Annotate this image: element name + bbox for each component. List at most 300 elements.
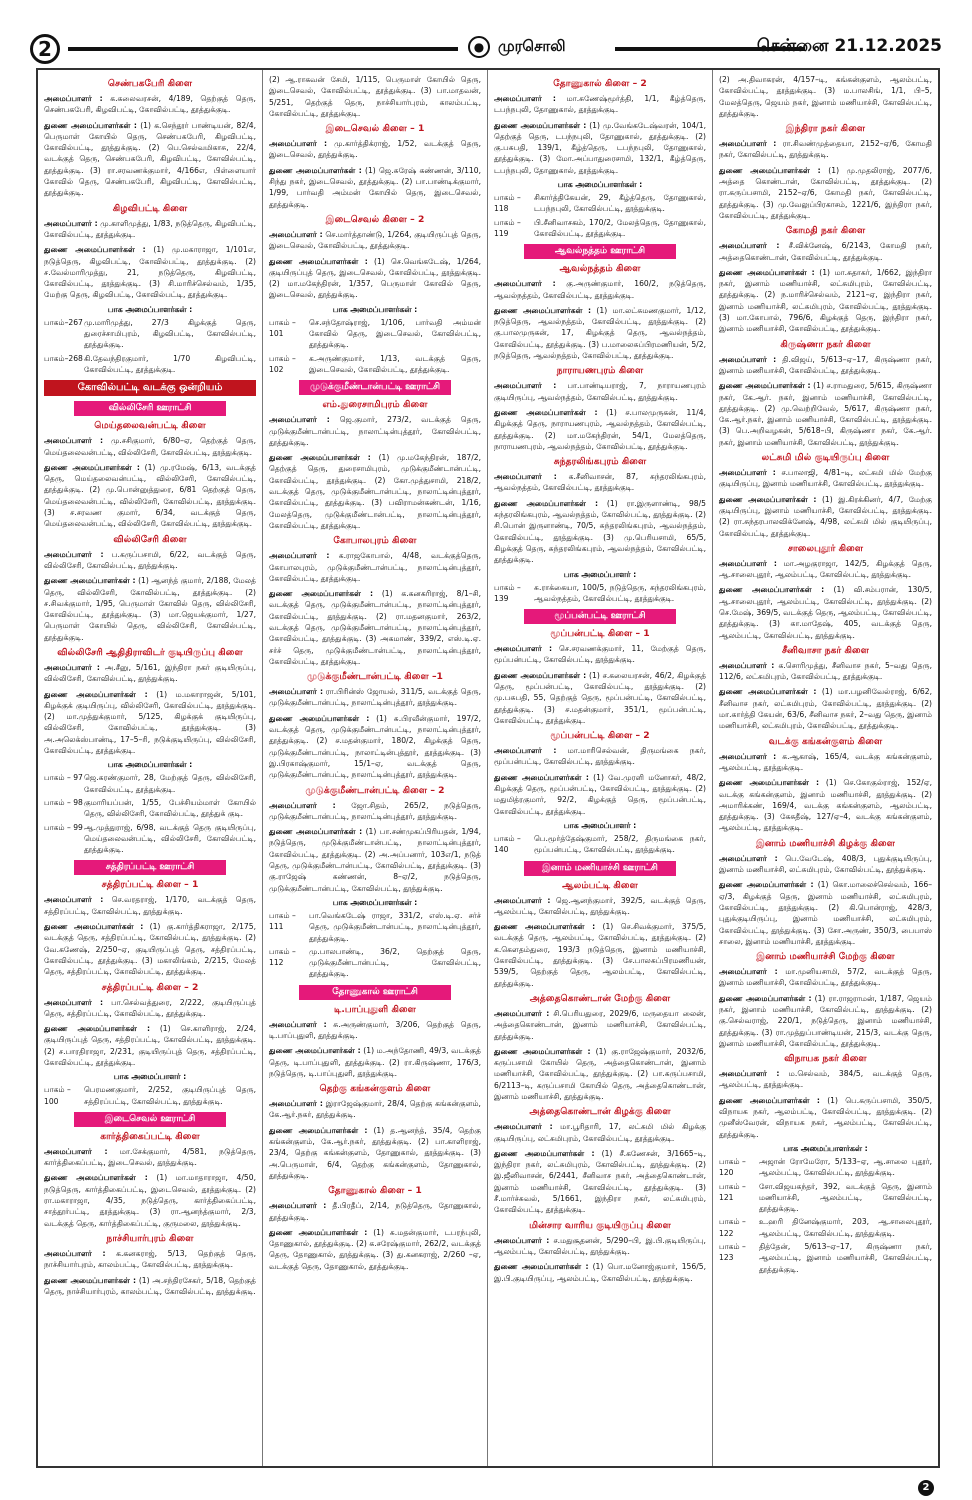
entry-details: (1) கு.ராஜேஷ்குமார், 2032/6, கருப்பசாமி கோயில் தெரு, அத்தைகொண்டான், இனாம் மணியாச்சி, கோவில்பட்டி, தூத்துக்குடி. (2) பா.கருப்பசாமி, 6/2113–டி, கருப்பசாமி கோயில் தெரு, அத்தைகொண்டான், இனாம் மணியாச்சி, தூத்துக்குடி.: [494, 1046, 707, 1101]
entry-details: (1) மு.மகேந்திரன், 187/2, தெற்குத் தெரு, துரைசாமிபுரம், முடுக்குமீண்டான்பட்டி, கோவில்பட்டி, தூத்துக்குடி. (2) கோ.முத்துசாமி, 218/2, வடக்குத் தெரு, முடுக்குமீண்டான்பட்டி, நாலாட்டின்புத்தூர், கோவில்பட்டி, தூத்துக்குடி. (3) பவிராமன்கண்டன், 1/16, மேலத்தெரு, முடுக்குமீண்டான்பட்டி, நாலாட்டின்புத்தூர், கோவில்பட்டி, தூத்துக்குடி.: [269, 453, 482, 530]
entry-role-label: அமைப்பாளர் :: [494, 1122, 553, 1132]
entry-details: (1) வி.சம்பரான், 130/5, ஆ.சாலைபுதூர், ஆலம்பட்டி, கோவில்பட்டி, தூத்துக்குடி. (2) செ.மேஷ், 369/5, வடக்குத் தெரு, ஆலம்பட்டி, கோவில்பட்டி, தூத்துக்குடி. (3) கா.மாதேஷ், 405, வடக்குத் தெரு, ஆலம்பட்டி, கோவில்பட்டி, தூத்துக்குடி.: [719, 585, 932, 640]
panchayat-band: தோணுகால் ஊராட்சி: [299, 985, 452, 1000]
entry-details: (1) ச.கலையரசன், 46/2, கிழக்குத் தெரு, மூப்பன்பட்டி, கோவில்பட்டி, தூத்துக்குடி. (2) மு.பசுபதி, 55, தெற்குத் தெரு, மூப்பன்பட்டி, கோவில்பட்டி, தூத்துக்குடி. (3) ச.மதன்குமார், 351/1, மூப்பன்பட்டி, கோவில்பட்டி, தூத்துக்குடி.: [494, 670, 707, 725]
entry-details: சு.அருண்குமார், 3/206, தெற்குத் தெரு, டி.பாப்புதுளி, தூத்துக்குடி.: [269, 1019, 481, 1040]
member-entry: [44, 1275, 256, 1298]
panchayat-band: ஆவல்நத்தம் ஊராட்சி: [524, 244, 677, 259]
column-1: [38, 70, 263, 1466]
booth-details: ஜெ.கரண்குமார், 28, மேற்குத் தெரு, வில்லிசேரி, கோவில்பட்டி, தூத்துக்குடி.: [84, 773, 256, 794]
entry-role-label: அமைப்பாளர் :: [44, 1146, 108, 1156]
entry-details: (1) சு.மதன்குமார், டபரந்புலி, தோணுகால், தூத்துக்குடி. (2) க.சரேஷ்குமார், 262/2, வடக்குத் தெரு, தோணுகால், தூத்துக்குடி. (3) து.கனகராஜ், 2/260 –ஏ, வடக்குத் தெரு, தோணுகால், தூத்துக்குடி.: [269, 1227, 481, 1271]
section-subheading: பாக அமைப்பாளர்கள் :: [107, 304, 193, 314]
entry-details: க.கலைவரசன், 4/189, தெற்குத் தெரு, செண்பகபேரி, கிழவிபட்டி, கோவில்பட்டி, தூத்துக்குடி.: [44, 94, 256, 115]
masthead-rule-left: [68, 47, 458, 51]
entry-details: (1) அ.சந்திரசேகர், 5/18, தெற்குத் தெரு, நாச்சியார்புரம், காலம்பட்டி, கோவில்பட்டி, தூத்துக்குடி.: [44, 1275, 257, 1296]
member-entry: [269, 1200, 481, 1223]
entry-details: (1) ரா.ராஜராமன், 1/187, ஜெயம் நகர், இனாம் மணியாச்சி, கோவில்பட்டி, தூத்துக்குடி. (2) கு.செல்வராஜ், 220/1, நடுத்தெரு, இனாம் மணியாச்சி, தூத்துக்குடி. (3) ரா.முத்துப்பாண்டியன், 215/3, வடக்கு தெரு, இனாம் மணியாச்சி, கோவில்பட்டி, தூத்துக்குடி.: [719, 993, 933, 1048]
entry-role-label: அமைப்பாளர் :: [719, 139, 777, 149]
entry-role-label: துணை அமைப்பாளர்கள் :: [44, 1275, 137, 1285]
entry-role-label: துணை அமைப்பாளர்கள் :: [719, 381, 811, 391]
member-entry: [44, 689, 256, 757]
member-entry: [494, 278, 706, 301]
entry-details: மு.காளிமுத்து, 1/83, நடுத்தெரு, கிழவிபட்டி, கோவில்பட்டி, தூத்துக்குடி.: [44, 218, 256, 239]
entry-details: ரா.சிவண்முத்தையா, 2152–ஏ/6, கோமதி நகர், கோவில்பட்டி, தூத்துக்குடி.: [719, 139, 932, 160]
member-entry: [494, 498, 706, 566]
entry-details: மா.சுணேஷ்மூர்த்தி, 1/1, கீழ்த்தெரு, டபந்நபுலி, தோணுகால், தூத்துக்குடி.: [494, 94, 706, 115]
entry-role-label: துணை அமைப்பாளர்கள் :: [494, 772, 589, 782]
booth-details: மு.பாலபாண்டி, 36/2, தெற்குத் தெரு, முடுக்குமீண்டான்பட்டி, கோவில்பட்டி, தூத்துக்குடி.: [309, 946, 481, 979]
booth-number: பாகம் – 139: [494, 582, 521, 603]
member-entry: [719, 1068, 932, 1091]
entry-role-label: அமைப்பாளர் :: [719, 558, 777, 568]
booth-details: பி.சீனிவாசகம், 170/2, மேலத்தெரு, தோணுகால், கோவில்பட்டி, தூத்துக்குடி.: [534, 217, 706, 238]
columns: [38, 70, 938, 1466]
member-entry: [269, 713, 481, 781]
booth-number: பாகம் – 100: [44, 1085, 71, 1106]
branch-heading: கிருஷ்ணா நகர் கிளை: [780, 338, 871, 350]
branch-heading: கார்த்திகைப்பட்டி கிளை: [100, 1130, 200, 1142]
member-entry: [494, 471, 706, 494]
entry-role-label: துணை அமைப்பாளர்கள் :: [269, 827, 363, 837]
branch-heading: சுந்தரலிங்கபுரம் கிளை: [553, 456, 647, 468]
member-entry: [269, 74, 481, 119]
entry-role-label: அமைப்பாளர் :: [719, 751, 777, 761]
member-entry: [269, 256, 481, 301]
entry-role-label: துணை அமைப்பாளர்கள் :: [494, 922, 596, 932]
entry-role-label: அமைப்பாளர் :: [494, 895, 551, 905]
booth-details: உ.ஹரி தினேஷ்குமார், 203, ஆ.சாலைபுதூர், ஆலம்பட்டி, கோவில்பட்டி, தூத்துக்குடி.: [759, 1217, 932, 1238]
dateline: சென்னை 21.12.2025: [756, 36, 942, 56]
entry-role-label: துணை அமைப்பாளர்கள் :: [269, 453, 371, 463]
branch-heading: ஆலம்பட்டி கிளை: [562, 879, 638, 891]
entry-details: (1) ஆனந்த் குமார், 2/188, மேலத் தெரு, வில்லிசேரி, கோவில்பட்டி, தூத்துக்குடி. (2) ச.சிவக்குமார், 1/95, பெருமாள் கோவில் தெரு, வில்லிசேரி, கோவில்பட்டி, தூத்துக்குடி. (3) மா.ஜெயக்குமார், 1/27, பெருமாள் கோயில் தெரு, வில்லிசேரி, கோவில்பட்டி, தூத்துக்குடி.: [44, 576, 256, 642]
entry-details: (1) கு.கார்த்திகராஜா, 2/175, வடக்குத் தெரு, சத்திரப்பட்டி, கோவில்பட்டி, தூத்துக்குடி. (2) வே.கணேஷ், 2/250–ஏ, குடியிருப்புத் தெரு, சத்திரப்பட்டி, கோவில்பட்டி, தூத்துக்குடி. (3) மகாலிங்கம், 2/215, மேலத் தெரு, சத்திரப்பட்டி, கோவில்பட்டி, தூத்துக்குடி.: [44, 922, 256, 977]
entry-details: (1) சீ.கணேசன், 3/1665–டி, இந்திரா நகர், லட்சுமிபுரம், கோவில்பட்டி, தூத்துக்குடி. (2) இ.ஜீனிவாசன், 6/2441, சீனிவாச நகர், அத்தைகொண்டான், இனாம் மணியாச்சி, கோவில்பட்டி, தூத்துக்குடி. (3) சீ.மார்ச்சுவல், 5/1661, இந்திரா நகர், லட்சுமிபுரம், கோவில்பட்டி, தூத்துக்குடி.: [494, 1148, 706, 1215]
entry-details: அ.சீனு, 5/161, இந்திரா நகர் குடியிருப்பு, வில்லிசேரி, கோவில்பட்டி, தூத்துக்குடி.: [44, 662, 256, 684]
member-entry: [494, 643, 706, 666]
entry-role-label: துணை அமைப்பாளர்கள் :: [269, 1227, 368, 1237]
section-subheading: பாக அமைப்பாளர்கள் :: [332, 897, 418, 907]
member-entry: [719, 777, 932, 833]
member-entry: [719, 993, 932, 1049]
entry-details: ஜோ.சிதம், 265/2, நடுத்தெரு, முடுக்குமீண்டான்பட்டி, நாலாட்டின்புத்தூர், தூத்துக்குடி.: [269, 800, 481, 821]
entry-role-label: அமைப்பாளர் :: [269, 800, 336, 810]
branch-heading: சத்திரப்பட்டி கிளை – 1: [101, 879, 199, 891]
booth-row: [494, 582, 706, 605]
entry-role-label: துணை அமைப்பாளர்கள் :: [44, 120, 137, 130]
entry-role-label: துணை அமைப்பாளர்கள் :: [269, 713, 370, 723]
booth-details: பெரமணகுமார், 2/252, குடியிருப்புத் தெரு, சத்திரப்பட்டி, கோவில்பட்டி, தூத்துக்குடி.: [84, 1085, 256, 1106]
entry-role-label: துணை அமைப்பாளர்கள் :: [494, 1046, 591, 1056]
entry-role-label: அமைப்பாளர் :: [719, 468, 776, 478]
entry-details: ஜெ.குமார், 273/2, வடக்குத் தெரு, முடுக்குமீண்டான்பட்டி, நாலாட்டின்புத்தூர், கோவில்பட்டி, தூத்துக்குடி.: [269, 415, 481, 447]
entry-details: க.கனகராஜ், 5/13, தெற்குத் தெரு, நாச்சியார்புரம், காலம்பட்டி, கோவில்பட்டி, தூத்துக்குடி.: [44, 1248, 256, 1270]
entry-role-label: துணை அமைப்பாளர்கள் :: [719, 165, 821, 175]
entry-details: மா.அழகுராஜா, 142/5, கிழக்குத் தெரு, ஆ.சாலைபுதூர், ஆலம்பட்டி, கோவில்பட்டி, தூத்துக்குடி.: [719, 558, 932, 580]
branch-heading: இனாம் மணியாச்சி கிழக்கு கிளை: [755, 837, 896, 849]
booth-number: பாகம் – 140: [494, 833, 521, 855]
branch-heading: முடுக்குமீண்டான்பட்டி கிளை –1: [307, 671, 443, 683]
member-entry: [719, 584, 932, 640]
member-entry: [269, 414, 481, 448]
section-subheading: பாக அமைப்பாளர்கள் :: [107, 760, 193, 770]
panchayat-band: வில்லிசேரி ஊராட்சி: [74, 401, 227, 416]
entry-role-label: அமைப்பாளர் :: [44, 436, 104, 446]
booth-number: பாகம் – 119: [494, 217, 521, 238]
branch-heading: சீனிவாசா நகர் கிளை: [781, 644, 870, 656]
member-entry: [494, 120, 706, 176]
entry-details: (1) இ.கிரக்கினர், 4/7, மேற்கு குடியிருப்பு, இனாம் மணியாச்சி, கோவில்பட்டி, தூத்துக்குடி. (2) ரா.சுந்தரபாலவிக்னேஷ், 4/98, லட்சுமி மில் குடியிருப்பு, கோவில்பட்டி, தூத்துக்குடி.: [719, 494, 932, 538]
entry-role-label: அமைப்பாளர் :: [494, 1008, 550, 1018]
member-entry: [719, 354, 932, 377]
entry-details: (1) மா.பழனிவேல்ராஜ், 6/62, சீனிவாச நகர், லட்சுமிபுரம், கோவில்பட்டி, தூத்துக்குடி. (2) மா.கார்த்தி கேயன், 63/6, சீனிவாச நகர், 2–வது தெரு, இனாம் மணியாச்சி, லட்சுமிபுரம், கோவில்பட்டி, தூத்துக்குடி.: [719, 687, 932, 731]
branch-heading: ஆவல்நத்தம் கிளை: [559, 263, 641, 275]
footer-page-number: 2: [918, 1480, 934, 1496]
branch-heading: மெய்தலைவன்பட்டி கிளை: [94, 420, 206, 432]
panchayat-band: இனாம் மணியாச்சி ஊராட்சி: [524, 861, 677, 876]
booth-number: பாகம் – 97: [44, 773, 83, 783]
booth-number: பாகம் – 118: [494, 193, 521, 214]
member-entry: [719, 853, 932, 876]
entry-role-label: துணை அமைப்பாளர்கள் :: [719, 993, 812, 1003]
entry-role-label: துணை அமைப்பாளர்கள் :: [269, 1125, 368, 1135]
member-entry: [719, 380, 932, 448]
member-entry: [719, 165, 932, 221]
entry-role-label: துணை அமைப்பாளர்கள் :: [44, 689, 148, 699]
branch-heading: தோணுகால் கிளை – 2: [553, 78, 647, 89]
member-entry: [719, 494, 932, 539]
branch-heading: நாச்சியார்புரம் கிளை: [106, 1232, 194, 1244]
member-entry: [44, 93, 256, 116]
entry-role-label: துணை அமைப்பாளர்கள் :: [44, 576, 136, 586]
member-entry: [494, 93, 706, 116]
branch-heading: அத்தைகொண்டான் மேற்கு கிளை: [529, 992, 671, 1004]
member-entry: [719, 1095, 932, 1140]
entry-details: (1) ச.ராமதுரை, 5/615, கிருஷ்ணா நகர், கே.ஆர். நகர், இனாம் மணியாச்சி, கோவில்பட்டி, தூத்துக்குடி. (2) மு.வெற்றிவேல், 5/617, கிருஷ்ணா நகர், கே.ஆர்.நகர், இனாம் மணியாச்சி, கோவில்பட்டி, தூத்துக்குடி. (3) பெ.அறிவழகன், 5/618–பி, கிருஷ்ணா நகர், கே.ஆர். நகர், இனாம் மணியாச்சி, கோவில்பட்டி, தூத்துக்குடி.: [719, 381, 932, 447]
booth-row: [269, 910, 481, 944]
member-entry: [269, 1019, 481, 1042]
branch-heading: முடுக்குமீண்டான்பட்டி கிளை – 2: [305, 784, 445, 796]
member-entry: [44, 435, 256, 458]
entry-details: ப.கருப்பசாமி, 6/22, வடக்குத் தெரு, வில்லிசேரி, கோவில்பட்டி, தூத்துக்குடி.: [44, 549, 256, 570]
entry-details: (1) பா.சண்முகப்பிரியதன், 1/94, நடுத்தெரு, முடுக்குமீண்டான்பட்டி, நாலாட்டின்புத்தூர், கோவில்பட்டி, தூத்துக்குடி. (2) அ.அப்பனார், 103எ/1, நடுத் தெரு, முடுக்குமீண்டான்பட்டி, கோவில்பட்டி, தூத்துக்குடி. (3) கு.ராஜேஷ் கண்ணன், 8–ஏ/2, நடுத்தெரு, முடுக்குமீண்டான்பட்டி, கோவில்பட்டி, தூத்துக்குடி.: [269, 827, 481, 893]
entry-role-label: அமைப்பாளர் :: [719, 853, 778, 863]
section-subheading: பாக அமைப்பாளர் :: [113, 1072, 187, 1082]
member-entry: [494, 1261, 706, 1284]
branch-heading: இடைசெவல் கிளை – 2: [325, 213, 425, 225]
entry-details: பா.செல்வத்துரை, 2/222, குடியிருப்புத் தெரு, சத்திரப்பட்டி, கோவில்பட்டி, தூத்துக்குடி.: [44, 997, 256, 1018]
booth-number: பாகம் – 112: [269, 946, 296, 968]
entry-details: செ.வரதராஜ், 1/170, வடக்குத் தெரு, சத்திரப்பட்டி, கோவில்பட்டி, தூத்துக்குடி.: [44, 895, 256, 916]
branch-heading: இந்திரா நகர் கிளை: [785, 123, 866, 135]
entry-role-label: துணை அமைப்பாளர்கள் :: [44, 462, 140, 472]
branch-heading: மின்சார வாரிய குடியிருப்பு கிளை: [529, 1219, 671, 1231]
branch-heading: வில்லிசேரி ஆதிதிராவிடர் குடியிருப்பு கிளை: [57, 646, 243, 658]
panchayat-band: மூப்பன்பட்டி ஊராட்சி: [524, 609, 677, 624]
entry-role-label: அமைப்பாளர் :: [44, 94, 103, 103]
entry-details: தீ.பிரதீப், 2/14, நடுத்தெரு, தோணுகால், தூத்துக்குடி.: [269, 1201, 481, 1222]
member-entry: [269, 165, 481, 210]
column-3: [488, 70, 713, 1466]
branch-heading: டி.பாப்புதுளி கிளை: [334, 1003, 416, 1015]
member-entry: [719, 267, 932, 335]
branch-heading: தோணுகால் கிளை – 1: [328, 1185, 422, 1197]
booth-number: பாகம் – 99: [44, 822, 83, 832]
booth-row: [719, 1181, 932, 1215]
entry-details: (1) சு.பிரவீன்குமார், 197/2, வடக்குத் தெரு, முடுக்குமீண்டான்பட்டி, நாலாட்டின்புத்தூர், தூத்துக்குடி. (2) ச.மதன்குமார், 180/2, கிழக்குத் தெரு, முடுக்குமீண்டான்பட்டி, நாலாட்டின்புத்தூர், தூத்துக்குடி. (3) இ.பிரகாஷ்குமார், 15/1–ஏ, வடக்குத் தெரு, முடுக்குமீண்டான்பட்டி, நாலாட்டின்புத்தூர், தூத்துக்குடி.: [269, 713, 481, 780]
entry-details: (1) மா.சுதாகர், 1/662, இந்திரா நகர், இனாம் மணியாச்சி, லட்சுமிபுரம், கோவில்பட்டி, தூத்துக்குடி. (2) ந.மாரிச்செல்வம், 2121–ஏ, இந்திரா நகர், இனாம் மணியாச்சி, லட்சுமிபுரம், கோவில்பட்டி, தூத்துக்குடி. (3) மா.கோபால், 796/6, கிழக்குத் தெரு, இந்திரா நகர், இனாம் மணியாச்சி, கோவில்பட்டி, தூத்துக்குடி.: [719, 267, 933, 334]
branch-heading: மூப்பன்பட்டி கிளை – 1: [550, 628, 650, 640]
entry-role-label: துணை அமைப்பாளர்கள் :: [719, 778, 820, 788]
entry-details: ச.மதுசூதனன், 5/290–பி, இ.பி.குடியிருப்பு, ஆலம்பட்டி, கோவில்பட்டி, தூத்துக்குடி.: [494, 1235, 706, 1256]
entry-details: (1) பெ.கருப்பசாமி, 350/5, விநாயக நகர், ஆலம்பட்டி, கோவில்பட்டி, தூத்துக்குடி. (2) முனீஸ்வேரன், விநாயக நகர், ஆலம்பட்டி, கோவில்பட்டி, தூத்துக்குடி.: [719, 1095, 932, 1139]
entry-role-label: துணை அமைப்பாளர்கள் :: [494, 120, 587, 130]
member-entry: [269, 1125, 481, 1181]
entry-role-label: துணை அமைப்பாளர்கள் :: [269, 256, 368, 266]
entry-role-label: துணை அமைப்பாளர்கள் :: [269, 165, 362, 175]
entry-details: ரா.பிரின்ஸ் ஜோயல், 311/5, வடக்குத் தெரு, முடுக்குமீண்டான்பட்டி, நாலாட்டின்புத்தூர், தூத்துக்குடி.: [269, 687, 481, 708]
entry-role-label: துணை அமைப்பாளர்கள் :: [44, 922, 144, 932]
booth-details: க.அருண்குமார், 1/13, வடக்குத் தெரு, இடைசெவல், கோவில்பட்டி, தூத்துக்குடி.: [309, 353, 481, 374]
entry-details: (1) செ.காளிராஜ், 2/24, குடியிருப்புத் தெரு, சத்திரப்பட்டி, கோவில்பட்டி, தூத்துக்குடி. (2) ச.பாரதிராஜா, 2/231, குடியிருப்புத் தெரு, சத்திரப்பட்டி, கோவில்பட்டி, தூத்துக்குடி.: [44, 1024, 257, 1067]
branch-heading: இனாம் மணியாச்சி மேற்கு கிளை: [756, 951, 895, 963]
member-entry: [44, 997, 256, 1020]
entry-details: மா.மாரிசெல்வன், திருமங்கை நகர், மூப்பன்பட்டி, கோவில்பட்டி, தூத்துக்குடி.: [494, 746, 706, 767]
entry-details: (1) ரா.இருளாண்டி, 98/5 சுந்தரலிங்கபுரம், ஆவல்நத்தம், கோவில்பட்டி, தூத்துக்குடி. (2) சி.பொன் இருளாண்டி, 70/5, சுந்தரலிங்கபுரம், ஆவல்நத்தம், கோவில்பட்டி, தூத்துக்குடி. (3) மு.பெரியசாமி, 65/5, கிழக்குத் தெரு, சுந்தரலிங்கபுரம், ஆவல்நத்தம், கோவில்பட்டி, தூத்துக்குடி.: [494, 498, 706, 565]
entry-role-label: அமைப்பாளர் :: [269, 415, 330, 425]
entry-role-label: துணை அமைப்பாளர்கள் :: [44, 1173, 148, 1183]
branch-heading: இடைசெவல் கிளை – 1: [325, 123, 425, 135]
entry-details: (1) பொ.மனோஜ்குமார், 156/5, இ.பி.குடியிருப்பு, ஆலம்பட்டி, கோவில்பட்டி, தூத்துக்குடி.: [494, 1262, 706, 1283]
entry-details: மு.கார்த்திக்ராஜ், 1/52, வடக்குத் தெரு, இடைசெவல், தூத்துக்குடி.: [269, 139, 481, 160]
member-entry: [269, 826, 481, 894]
entry-role-label: அமைப்பாளர் :: [44, 895, 104, 905]
entry-role-label: துணை அமைப்பாளர்கள் :: [269, 589, 374, 599]
entry-details: (1) செ.வெங்கடேஷ், 1/264, குடியிருப்புத் தெரு, இடைசெவல், கோவில்பட்டி, தூத்துக்குடி. (2) மா.மகேந்திரன், 1/357, பெருமாள் கோவில் தெரு, இடைசெவல், தூத்துக்குடி.: [269, 256, 481, 300]
entry-details: மா.முனியசாமி, 57/2, வடக்குத் தெரு, இனாம் மணியாச்சி, கோவில்பட்டி, தூத்துக்குடி.: [719, 967, 932, 988]
member-entry: [719, 467, 932, 490]
entry-role-label: அமைப்பாளர் :: [719, 967, 778, 977]
member-entry: [494, 380, 706, 403]
booth-row: [719, 1241, 932, 1275]
entry-role-label: துணை அமைப்பாளர்கள் :: [719, 267, 815, 277]
entry-role-label: அமைப்பாளர் :: [719, 241, 780, 251]
section-subheading: பாக அமைப்பாளர் :: [563, 569, 637, 579]
member-entry: [494, 407, 706, 452]
entry-details: க.சொரிமுத்து, சீனிவாச நகர், 5–வது தெரு, 112/6, லட்சுமிபுரம், கோவில்பட்டி, தூத்துக்குடி.: [719, 660, 933, 682]
booth-row: [44, 772, 256, 795]
booth-row: [719, 1216, 932, 1239]
member-entry: [44, 218, 256, 241]
entry-details: (2) ஆ.ராகவன் சேமி, 1/115, பெருமாள் கோயில் தெரு, இடைசெவல், கோவில்பட்டி, தூத்துக்குடி. (3) பா.மாதவன், 5/251, தெற்குத் தெரு, நாச்சியார்புரம், காலம்பட்டி, கோவில்பட்டி, தூத்துக்குடி.: [269, 75, 481, 118]
entry-details: செ.சரவணக்குமார், 11, மேற்குத் தெரு, மூப்பன்பட்டி, கோவில்பட்டி, தூத்துக்குடி.: [494, 644, 706, 665]
entry-details: சீ.விக்னேஷ், 6/2143, கோமதி நகர், அத்தைகொண்டான், கோவில்பட்டி, தூத்துக்குடி.: [719, 241, 932, 262]
booth-row: [44, 822, 256, 856]
entry-role-label: அமைப்பாளர் :: [269, 229, 323, 239]
member-entry: [494, 921, 706, 989]
branch-heading: விநாயக நகர் கிளை: [784, 1053, 867, 1065]
entry-details: ஜெ.ஆனந்குமார், 392/5, வடக்குத் தெரு, ஆலம்பட்டி, கோவில்பட்டி, தூத்துக்குடி.: [494, 895, 706, 916]
branch-heading: தெற்கு கங்கன்குளம் கிளை: [319, 1083, 431, 1095]
member-entry: [719, 138, 932, 161]
section-subheading: பாக அமைப்பாளர்கள் :: [783, 1143, 868, 1153]
entry-role-label: துணை அமைப்பாளர்கள் :: [44, 245, 146, 255]
booth-number: பாகம் – 120: [719, 1156, 746, 1178]
branch-heading: செண்பகபேரி கிளை: [107, 78, 193, 89]
entry-role-label: அமைப்பாளர் :: [494, 746, 557, 756]
entry-role-label: துணை அமைப்பாளர்கள் :: [719, 585, 825, 595]
booth-details: பெ.மூர்த்தேஷ்குமார், 258/2, திருமங்கை நகர், மூப்பன்பட்டி, கோவில்பட்டி, தூத்துக்குடி.: [534, 833, 706, 855]
section-subheading: பாக அமைப்பாளர்கள் :: [332, 304, 418, 314]
entry-role-label: அமைப்பாளர் :: [269, 551, 330, 561]
column-2: [263, 70, 488, 1466]
member-entry: [44, 575, 256, 643]
booth-row: [494, 192, 706, 215]
masthead: [30, 34, 942, 66]
entry-role-label: அமைப்பாளர் :: [269, 687, 323, 697]
member-entry: [494, 1121, 706, 1144]
booth-details: தித்தேன், 5/613–ஏ–17, கிருஷ்ணா நகர், ஆலம்பட்டி, இனாம் மணியாச்சி, கோவில்பட்டி, தூத்துக்குடி.: [759, 1242, 932, 1274]
page-number: 2: [30, 34, 60, 64]
entry-details: இராஜேஷ்குமார், 28/4, தெற்கு கங்கன்குளம், கே.ஆர்.நகர், தூத்துக்குடி.: [269, 1099, 481, 1120]
entry-details: மா.சேக்குமார், 4/581, நடுத்தெரு, கார்த்திகைப்பட்டி, இடைசெவல், தூத்துக்குடி.: [44, 1146, 257, 1168]
entry-details: (1) க.கனகரிராஜ், 8/1–சி, வடக்குத் தெரு, முடுக்குமீண்டான்பட்டி, நாலாட்டின்புத்தூர், கோவில்பட்டி, தூத்துக்குடி. (2) ரா.மதனகுமார், 263/2, வடக்குத் தெரு, முடுக்குமீண்டான்பட்டி, நாலாட்டின்புத்தூர், கோவில்பட்டி, தூத்துக்குடி. (3) அகமாண், 339/2, எஸ்.டி.ஏ. சர்ச் தெரு, முடுக்குமீண்டான்பட்டி, நாலாட்டின்புத்தூர், கோவில்பட்டி, தூத்துக்குடி.: [269, 589, 482, 666]
paper-name: முரசொலி: [498, 37, 566, 55]
booth-details: பா.வெங்கடேஷ் ராஜா, 331/2, எஸ்.டி.ஏ. சர்ச் தெரு, முடுக்குமீண்டான்பட்டி, நாலாட்டின்புத்தூர், தூத்துக்குடி.: [309, 910, 481, 943]
entry-role-label: அமைப்பாளர் :: [494, 644, 553, 654]
booth-details: குமாரியப்பன், 1/55, பேச்சியம்மாள் கோயில் தெரு, வில்லிசேரி, கோவில்பட்டி, தூத்துக் குடி.: [84, 797, 256, 819]
entry-details: பா.பாண்டியராஜ், 7, நாராயணபுரம் குடியிருப்பு, ஆவல்நத்தம், கோவில்பட்டி, தூத்துக்குடி.: [494, 381, 706, 402]
member-entry: [44, 1248, 256, 1271]
entry-role-label: அமைப்பாளர் :: [494, 381, 557, 391]
entry-role-label: அமைப்பாளர் :: [719, 660, 775, 670]
booth-number: பாகம் – 121: [719, 1181, 746, 1202]
entry-role-label: அமைப்பாளர் :: [269, 139, 328, 149]
booth-details: சோ.விஜயகந்தர், 392, வடக்குத் தெரு, இனாம் மணியாச்சி, ஆலம்பட்டி, கோவில்பட்டி, தூத்துக்குடி.: [759, 1181, 932, 1214]
entry-details: (2) அ.திவாகரன், 4/157–டி, கங்கன்குளம், ஆலம்பட்டி, கோவில்பட்டி, தூத்துக்குடி. (3) ம.பாலசிங், 1/1, பி–5, மேலத்தெரு, ஜெயம் நகர், இனாம் மணியாச்சி, கோவில்பட்டி, தூத்துக்குடி.: [719, 75, 932, 118]
entry-details: (1) செ.கோகுல்ராஜ், 152/ஏ, வடக்கு கங்கன்குளம், இனாம் மணியாச்சி, தூத்துக்குடி. (2) அமாரிக்கண், 169/4, வடக்கு கங்கன்குளம், ஆலம்பட்டி, தூத்துக்குடி. (3) கேசுதீஷ், 127/ஏ–4, வடக்கு கங்கன்குளம், ஆலம்பட்டி, தூத்துக்குடி.: [719, 778, 932, 833]
booth-row: [44, 353, 256, 376]
member-entry: [269, 138, 481, 161]
booth-number: பாகம் – 111: [269, 910, 296, 932]
booth-details: சிகார்த்திகேயன், 29, கீழ்த்தெரு, தோணுகால், டபந்நபுலி, கோவில்பட்டி, தூத்துக்குடி.: [534, 193, 706, 214]
entry-role-label: அமைப்பாளர் :: [269, 1019, 327, 1029]
branch-heading: சாலைபுதூர் கிளை: [787, 542, 864, 554]
member-entry: [494, 895, 706, 918]
member-entry: [719, 660, 932, 683]
member-entry: [269, 229, 481, 252]
entry-details: (1) கொ.மாலைச்செல்வம், 166–ஏ/3, கிழக்குத் தெரு, இனாம் மணியாச்சி, லட்சுமிபுரம், கோவில்பட்டி, தூத்துக்குடி. (2) கி.பொன்ராஜ், 428/3, புதுக்குடியிருப்பு, இனாம் மணியாச்சி, லட்சுமிபுரம், கோவில்பட்டி, தூத்துக்குடி. (3) சோ.அருண், 350/3, பைபாஸ் சாலை, இனாம் மணியாச்சி, தூத்துக்குடி.: [719, 880, 933, 946]
member-entry: [494, 1148, 706, 1216]
entry-role-label: அமைப்பாளர் :: [494, 472, 557, 482]
branch-heading: கோமதி நகர் கிளை: [785, 225, 866, 237]
member-entry: [494, 745, 706, 768]
member-entry: [719, 558, 932, 581]
entry-role-label: துணை அமைப்பாளர்கள் :: [719, 687, 817, 697]
column-4: [713, 70, 938, 1466]
entry-details: க.ஆகாஷ், 165/4, வடக்கு கங்கன்குளம், ஆலம்பட்டி, தூத்துக்குடி.: [719, 751, 932, 772]
union-band: கோவில்பட்டி வடக்கு ஒன்றியம்: [44, 380, 256, 396]
entry-details: பெ.வேடேஷ், 408/3, புதுக்குடியிருப்பு, இனாம் மணியாச்சி, லட்சுமிபுரம், கோவில்பட்டி, தூத்துக்குடி.: [719, 853, 932, 875]
entry-details: ம.செல்வம், 384/5, வடக்குத் தெரு, ஆலம்பட்டி, தூத்துக்குடி.: [719, 1069, 932, 1090]
booth-details: அஜான் ரோமேரோ, 5/133–ஏ, ஆ.சாலை புதூர், ஆலம்பட்டி, கோவில்பட்டி, தூத்துக்குடி.: [759, 1156, 932, 1178]
bull-logo-icon: ●: [468, 36, 490, 58]
branch-heading: அத்தைகொண்டான் கிழக்கு கிளை: [529, 1106, 671, 1118]
entry-details: ச.பாலாஜி, 4/81–டி, லட்சுமி மில் மேற்கு குடியிருப்பு, இனாம் மணியாச்சி, கோவில்பட்டி, தூத்துக்குடி.: [719, 468, 932, 489]
entry-role-label: அமைப்பாளர் :: [269, 1201, 327, 1211]
booth-details: ஆ.முத்துராஜ், 6/98, வடக்குத் தெரு குடியிருப்பு, மெய்தலைவன்பட்டி, வில்லிசேரி, கோவில்பட்டி, தூத்துக்குடி.: [84, 822, 256, 855]
booth-number: பாகம் – 122: [719, 1217, 746, 1238]
entry-details: (1) மு.ரமேஷ், 6/13, வடக்குத் தெரு, மெய்தலைவன்பட்டி, வில்லிசேரி, கோவில்பட்டி, தூத்துக்குடி. (2) மு.பொன்னுத்துரை, 6/81 தெற்குத் தெரு, மெய்தலைவன்பட்டி, வில்லிசேரி, கோவில்பட்டி, தூத்துக்குடி. (3) ச.சரவண குமார், 6/34, வடக்குத் தெரு, மெய்தலைவன்பட்டி, வில்லிசேரி, கோவில்பட்டி, தூத்துக்குடி.: [44, 462, 256, 529]
member-entry: [494, 1008, 706, 1042]
entry-details: கு.அருண்குமார், 160/2, நடுத்தெரு, ஆவல்நத்தம், கோவில்பட்டி, தூத்துக்குடி.: [494, 279, 707, 300]
booth-details: செ.சந்தோஷ்ராஜ், 1/106, பார்வதி அம்மன் கோவில் தெரு, இடைசெவல், கோவில்பட்டி, தூத்துக்குடி.: [309, 317, 481, 350]
member-entry: [44, 549, 256, 572]
entry-role-label: அமைப்பாளர் :: [44, 549, 104, 559]
member-entry: [44, 462, 256, 530]
member-entry: [494, 1235, 706, 1258]
entry-details: (1) வே.முரளி மனோகர், 48/2, கிழக்குத் தெரு, மூப்பன்பட்டி, கோவில்பட்டி, தூத்துக்குடி. (2) மதுமித்ரகுமார், 92/2, கிழக்குத் தெரு, மூப்பன்பட்டி, கோவில்பட்டி, தூத்துக்குடி.: [494, 772, 706, 816]
entry-details: (1) மு.மகாராஜா, 1/101எ, நடுத்தெரு, கிழவிபட்டி, கோவில்பட்டி, தூத்துக்குடி. (2) ச.வேல்மாரிமுத்து, 21, நடுத்தெரு, கிழவிபட்டி, கோவில்பட்டி, தூத்துக்குடி. (3) சி.மாரிச்செல்வம், 1/35, மேற்கு தெரு, கிழவிபட்டி, கோவில்பட்டி, தூத்துக்குடி.: [44, 245, 256, 300]
section-subheading: பாக அமைப்பாளர்கள் :: [557, 180, 643, 190]
booth-row: [44, 1084, 256, 1107]
entry-role-label: துணை அமைப்பாளர்கள் :: [494, 1262, 589, 1272]
entry-role-label: துணை அமைப்பாளர்கள் :: [719, 1095, 820, 1105]
member-entry: [494, 670, 706, 726]
entry-role-label: அமைப்பாளர் :: [494, 1235, 550, 1245]
branch-heading: லட்சுமி மில் குடியிருப்பு கிளை: [761, 452, 890, 464]
entry-details: (1) மா.லட்சுமணகுமார், 1/12, நடுத்தெரு, ஆவல்நத்தம், கோவில்பட்டி, தூத்துக்குடி. (2) கு.பாலமுருகன், 17, கிழக்குத் தெரு, ஆவல்நத்தம், கோவில்பட்டி, தூத்துக்குடி. (3) ப.மாலைசுப்பிரமணியன், 5/2, நடுத்தெரு, ஆவல்நத்தம், கோவில்பட்டி, தூத்துக்குடி.: [494, 305, 707, 361]
member-entry: [44, 662, 256, 685]
entry-details: (1) மு.முதலிராஜ், 2077/6, அத்தை கொண்டான், கோவில்பட்டி, தூத்துக்குடி. (2) ரா.கருப்பசாமி, 2152–ஏ/6, கோமதி நகர், கோவில்பட்டி, தூத்துக்குடி. (3) மு.வேலுப்பிரகாசம், 1221/6, இந்திரா நகர், கோவில்பட்டி, தூத்துக்குடி.: [719, 165, 932, 220]
entry-role-label: துணை அமைப்பாளர்கள் :: [719, 494, 817, 504]
member-entry: [719, 879, 932, 947]
booth-row: [494, 833, 706, 856]
entry-details: (1) க.செந்தூர் பாண்டியன், 82/4, பெருமாள் கோயில் தெரு, செண்பகபேரி, கிழவிபட்டி, கோவில்பட்டி, தூத்துக்குடி. (2) பெ.செல்வமிகாசு, 22/4, வடக்குத் தெரு, செண்பகபேரி, கிழவிபட்டி, கோவில்பட்டி, தூத்துக்குடி. (3) ரா.சரவணக்குமார், 4/166எ, பிள்ளையார் கோவில் தெரு, செண்பகபேரி, கிழவிபட்டி, கோவில்பட்டி, தூத்துக்குடி.: [44, 120, 256, 198]
booth-row: [269, 317, 481, 351]
entry-details: தி.விஜய், 5/613–ஏ–17, கிருஷ்ணா நகர், இனாம் மணியாச்சி, கோவில்பட்டி, தூத்துக்குடி.: [719, 354, 932, 375]
member-entry: [44, 1146, 256, 1169]
branch-heading: சத்திரப்பட்டி கிளை – 2: [101, 981, 199, 993]
entry-details: செ.மார்த்தாண்டு, 1/264, குடியிருப்புத் தெரு, இடைசெவல், கோவில்பட்டி, தூத்துக்குடி.: [269, 229, 481, 251]
entry-role-label: அமைப்பாளர் :: [44, 997, 104, 1007]
booth-row: [494, 217, 706, 240]
booth-number: பாகம்–267: [44, 317, 83, 327]
entry-details: க.சீனிவாசன், 87, சுந்தரலிங்கபுரம், ஆவல்நத்தம், கோவில்பட்டி, தூத்துக்குடி.: [494, 472, 706, 493]
entry-role-label: அமைப்பாளர் :: [44, 662, 100, 672]
entry-details: மா.பூரிதாரி, 17, லட்சுமி மில் கிழக்கு குடியிருப்பு, லட்சுமிபுரம், கோவில்பட்டி, தூத்துக்குடி.: [494, 1122, 706, 1143]
member-entry: [494, 1046, 706, 1102]
entry-details: (1) ம.மகாராஜன், 5/101, கிழக்குக் குடியிருப்பு, வில்லிசேரி, கோவில்பட்டி, தூத்துக்குடி. (2) மா.முத்துக்குமார், 5/125, கிழக்குக் குடியிருப்பு, வில்லிசேரி, கோவில்பட்டி, தூத்துக்குடி. (3) அ.அலெக்ஸ்பாண்டி, 17–5–ரி, நடுக்குடியிருப்பு, வில்லிசேரி, கோவில்பட்டி, தூத்துக்குடி.: [44, 689, 256, 756]
entry-role-label: துணை அமைப்பாளர்கள் :: [719, 880, 814, 890]
booth-details: கி.தேவந்திரகுமார், 1/70 கிழவிபட்டி, கோவில்பட்டி, தூத்துக்குடி.: [84, 353, 256, 374]
entry-role-label: துணை அமைப்பாளர்கள் :: [494, 1148, 595, 1158]
panchayat-band: சத்திரப்பட்டி ஊராட்சி: [74, 860, 227, 875]
entry-role-label: அமைப்பாளர் :: [269, 1099, 323, 1109]
panchayat-band: இடைசெவல் ஊராட்சி: [74, 1112, 227, 1127]
entry-details: (1) ச.பாலமுருகன், 11/4, கிழக்குத் தெரு, நாராயணபுரம், ஆவல்நத்தம், கோவில்பட்டி, தூத்துக்குடி. (2) மா.மகேந்திரன், 54/1, மேலத்தெரு, நாராயணபுரம், ஆவல்நத்தம், கோவில்பட்டி, தூத்துக்குடி.: [494, 407, 706, 451]
member-entry: [269, 550, 481, 584]
entry-details: (1) ம.அந்தோணி, 49/3, வடக்குத் தெரு, டி.பாப்புதுளி, தூத்துக்குடி. (2) ரா.கிருஷ்ணா, 176/3, நடுத்தெரு, டி.பாப்புதுளி, தூத்துக்குடி.: [269, 1046, 481, 1078]
member-entry: [719, 686, 932, 731]
branch-heading: வடக்கு கங்கன்குளம் கிளை: [768, 735, 883, 747]
member-entry: [269, 1098, 481, 1121]
member-entry: [719, 74, 932, 119]
member-entry: [269, 1045, 481, 1079]
branch-heading: வில்லிசேரி கிளை: [113, 533, 187, 545]
member-entry: [719, 240, 932, 263]
